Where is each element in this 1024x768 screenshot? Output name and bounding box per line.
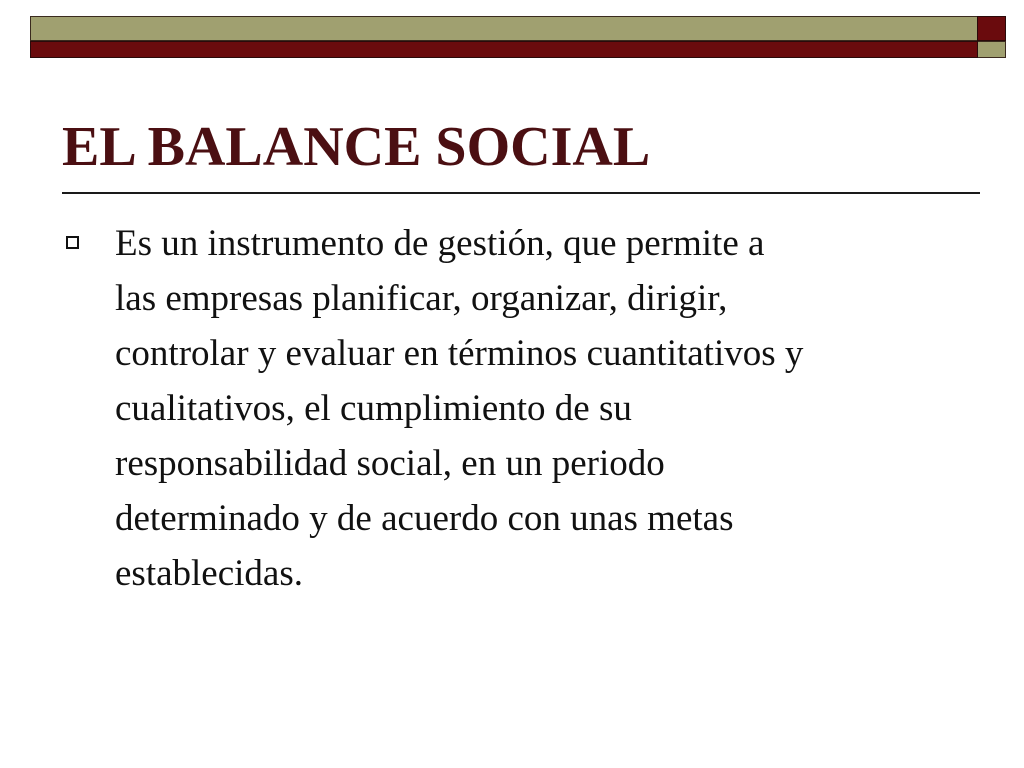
- bullet-line: controlar y evaluar en términos cuantitativos y: [115, 333, 804, 374]
- banner-divider: [977, 16, 978, 58]
- slide-title: EL BALANCE SOCIAL: [62, 116, 651, 178]
- bullet-line: determinado y de acuerdo con unas metas: [115, 498, 734, 539]
- bullet-line: cualitativos, el cumplimiento de su: [115, 388, 632, 429]
- top-banner-maroon-bar: [30, 41, 1006, 58]
- banner-square-maroon: [977, 16, 1006, 41]
- bullet-text: [115, 216, 975, 601]
- bullet-line: responsabilidad social, en un periodo: [115, 443, 665, 484]
- bullet-line: Es un instrumento de gestión, que permite a: [115, 223, 765, 264]
- top-banner-olive-bar: [30, 16, 1006, 41]
- banner-square-olive: [977, 41, 1006, 58]
- bullet-line: establecidas.: [115, 553, 303, 594]
- bullet-line: las empresas planificar, organizar, dirigir,: [115, 278, 728, 319]
- hollow-square-bullet-icon: [66, 236, 79, 249]
- title-underline: [62, 192, 980, 194]
